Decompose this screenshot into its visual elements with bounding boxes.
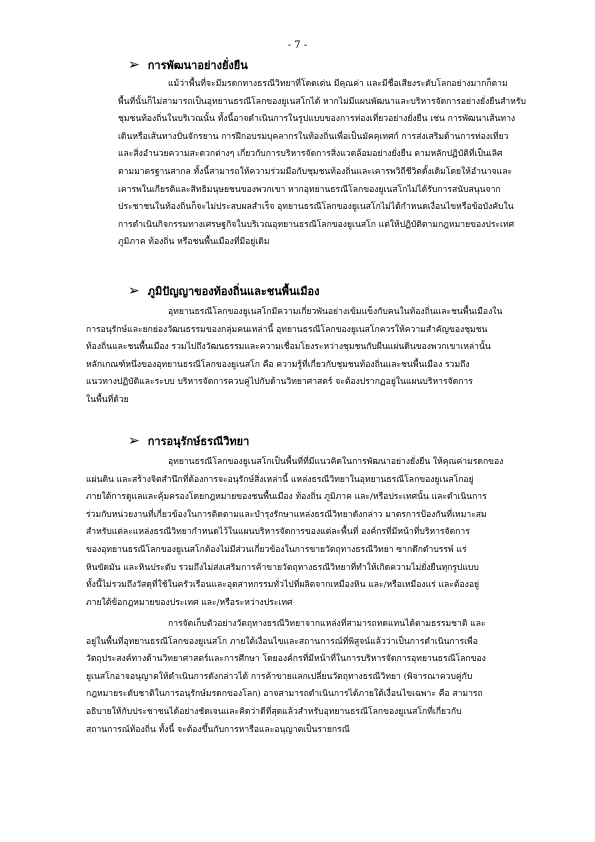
text-line: การจัดเก็บตัวอย่างวัตถุทางธรณีวิทยาจากแหล่งที่สามารถทดแทนได้ตามธรรมชาติ และ bbox=[168, 619, 486, 629]
text-line: การดำเนินกิจกรรมทางเศรษฐกิจในบริเวณอุทยานธรณีโลกของยูเนสโก แต่ให้ปฏิบัติตามกฎหมายของประเทศ bbox=[118, 219, 515, 230]
text-line: แนวทางปฏิบัติและระบบ บริหารจัดการควบคู่ไปกับด้านวิทยาศาสตร์ จะต้องปรากฏอยู่ในแผนบริหารจัดการ bbox=[86, 377, 473, 388]
heading-text: การพัฒนาอย่างยั่งยืน bbox=[147, 59, 248, 72]
section-heading bbox=[128, 282, 320, 300]
text-line: ชุมชนท้องถิ่นในบริเวณนั้น ทั้งนี้อาจดำเนินการในรูปแบบของการท่องเที่ยวอย่างยั่งยืน เช่น การพัฒนาเส้นทาง bbox=[118, 114, 516, 125]
page-number: - 7 - bbox=[287, 40, 308, 51]
paragraph bbox=[118, 76, 555, 252]
text-line: ยูเนสโกอาจอนุญาตให้ดำเนินการดังกล่าวได้ การค้าขายแลกเปลี่ยนวัตถุทางธรณีวิทยา (พิจารณาควบคู่กับ bbox=[86, 671, 473, 682]
section-heading bbox=[128, 56, 248, 74]
text-line: อธิบายให้กับประชาชนได้อย่างชัดเจนและคิดว่าดีที่สุดแล้วสำหรับอุทยานธรณีโลกของยูเนสโกที่เกี่ยวกับ bbox=[86, 706, 462, 717]
text-line: ในพื้นที่ด้วย bbox=[86, 394, 129, 405]
text-line: หลักเกณฑ์หนึ่งของอุทยานธรณีโลกของยูเนสโก คือ ความรู้ที่เกี่ยวกับชุมชนท้องถิ่นและชนพื้นเมือง รวมถึง bbox=[86, 359, 470, 370]
text-line: ภูมิภาค ท้องถิ่น หรือชนพื้นเมืองที่มีอยู่เดิม bbox=[118, 237, 270, 248]
text-line: อยู่ในพื้นที่อุทยานธรณีโลกของยูเนสโก ภายใต้เงื่อนไขและสถานการณ์ที่พิสูจน์แล้วว่าเป็นการดำเนินการเพื่อ bbox=[86, 636, 478, 647]
paragraph bbox=[86, 616, 555, 739]
text-line: สถานการณ์ท้องถิ่น ทั้งนี้ จะต้องขึ้นกับการหารือและอนุญาตเป็นรายกรณี bbox=[86, 724, 350, 735]
text-line: ภายใต้ข้อกฎหมายของประเทศ และ/หรือระหว่างประเทศ bbox=[86, 597, 293, 608]
text-line: ทั้งนี้ไม่รวมถึงวัสดุที่ใช้ในครัวเรือนและอุตสาหกรรมทั่วไปที่ผลิตจากเหมืองหิน และ/หรือเหมืองแร่ และต้องอยู่ bbox=[86, 580, 480, 591]
text-line: เคารพในเกียรติและสิทธิมนุษยชนของพวกเขา หากอุทยานธรณีโลกของยูเนสโกไม่ได้รับการสนับสนุนจาก bbox=[118, 184, 501, 195]
text-line: หินขัดมัน และหินประดับ รวมถึงไม่ส่งเสริมการค้าขายวัตถุทางธรณีวิทยาที่ทำให้เกิดความไม่ยั่งยืนทุกรูปแบบ bbox=[86, 562, 479, 573]
text-line: กฎหมายระดับชาติในการอนุรักษ์มรดกของโลก) อาจสามารถดำเนินการได้ภายใต้เงื่อนไขเฉพาะ คือ สามารถ bbox=[86, 689, 483, 700]
text-line: พื้นที่นั้นก็ไม่สามารถเป็นอุทยานธรณีโลกของยูเนสโกได้ หากไม่มีแผนพัฒนาและบริหารจัดการอย่างยั่งยืนสำหรับ bbox=[118, 96, 526, 107]
text-line: ร่วมกับหน่วยงานที่เกี่ยวข้องในการติดตามและบำรุงรักษาแหล่งธรณีวิทยาดังกล่าว มาตรการป้องกันที่เหมาะสม bbox=[86, 509, 487, 520]
text-line: ตามมาตรฐานสากล ทั้งนี้สามารถให้ความร่วมมือกับชุมชนท้องถิ่นและเคารพวิถีชีวิตดั้งเดิมโดยให้อำนาจและ bbox=[118, 166, 513, 177]
section-heading bbox=[128, 432, 249, 450]
heading-text: การอนุรักษ์ธรณีวิทยา bbox=[147, 435, 250, 448]
text-line: แผ่นดิน และสร้างจิตสำนึกที่ต้องการจะอนุรักษ์สิ่งเหล่านี้ แหล่งธรณีวิทยาในอุทยานธรณีโลกของยูเนสโกอยู่ bbox=[86, 474, 474, 485]
heading-text: ภูมิปัญญาของท้องถิ่นและชนพื้นเมือง bbox=[147, 285, 320, 298]
text-line: การอนุรักษ์และยกย่องวัฒนธรรมของกลุ่มคนเหล่านี้ อุทยานธรณีโลกของยูเนสโกควรให้ความสำคัญของชุมชน bbox=[86, 324, 488, 335]
text-line: ประชาชนในท้องถิ่นก็จะไม่ประสบผลสำเร็จ อุทยานธรณีโลกของยูเนสโกไม่ได้กำหนดเงื่อนไขหรือข้อบังคับใน bbox=[118, 202, 514, 213]
text-line: อุทยานธรณีโลกของยูเนสโกเป็นพื้นที่ที่มีแนวคิดในการพัฒนาอย่างยั่งยืน ให้คุณค่ามรดกของ bbox=[168, 457, 504, 467]
text-line: แม้ว่าพื้นที่จะมีมรดกทางธรณีวิทยาที่โดดเด่น มีคุณค่า และมีชื่อเสียงระดับโลกอย่างมากก็ตาม bbox=[168, 79, 508, 89]
paragraph bbox=[86, 454, 555, 612]
text-line: อุทยานธรณีโลกของยูเนสโกมีความเกี่ยวพันอย่างเข้มแข็งกับคนในท้องถิ่นและชนพื้นเมืองใน bbox=[168, 307, 503, 317]
arrow-bullet-icon: ➢ bbox=[128, 57, 140, 73]
text-line: ภายใต้การดูแลและคุ้มครองโดยกฎหมายของชนพื้นเมือง ท้องถิ่น ภูมิภาค และ/หรือประเทศนั้น และดำเนินการ bbox=[86, 492, 487, 503]
text-line: วัตถุประสงค์ทางด้านวิทยาศาสตร์และการศึกษา โดยองค์กรที่มีหน้าที่ในการบริหารจัดการอุทยานธรณีโลกของ bbox=[86, 654, 486, 665]
arrow-bullet-icon: ➢ bbox=[128, 283, 140, 299]
text-line: เดินหรือเส้นทางปั่นจักรยาน การฝึกอบรมบุคลากรในท้องถิ่นเพื่อเป็นมัคคุเทศก์ การส่งเสริมด้านการท่องเที่ยว bbox=[118, 131, 509, 142]
text-line: ของอุทยานธรณีโลกของยูเนสโกต้องไม่มีส่วนเกี่ยวข้องในการขายวัตถุทางธรณีวิทยา ซากดึกดำบรรพ์ แร่ bbox=[86, 544, 467, 555]
arrow-bullet-icon: ➢ bbox=[128, 433, 140, 449]
paragraph bbox=[86, 304, 555, 410]
text-line: สำหรับแต่ละแหล่งธรณีวิทยากำหนดไว้ในแผนบริหารจัดการของแต่ละพื้นที่ องค์กรที่มีหน้าที่บริหารจัดการ bbox=[86, 527, 470, 538]
text-line: และสิ่งอำนวยความสะดวกต่างๆ เกี่ยวกับการบริหารจัดการสิ่งแวดล้อมอย่างยั่งยืน ตามหลักปฏิบัติที่เป็นเลิศ bbox=[118, 149, 503, 160]
text-line: ท้องถิ่นและชนพื้นเมือง รวมไปถึงวัฒนธรรมและความเชื่อมโยงระหว่างชุมชนกับผืนแผ่นดินของพวกเขาเหล่านั้น bbox=[86, 342, 491, 353]
